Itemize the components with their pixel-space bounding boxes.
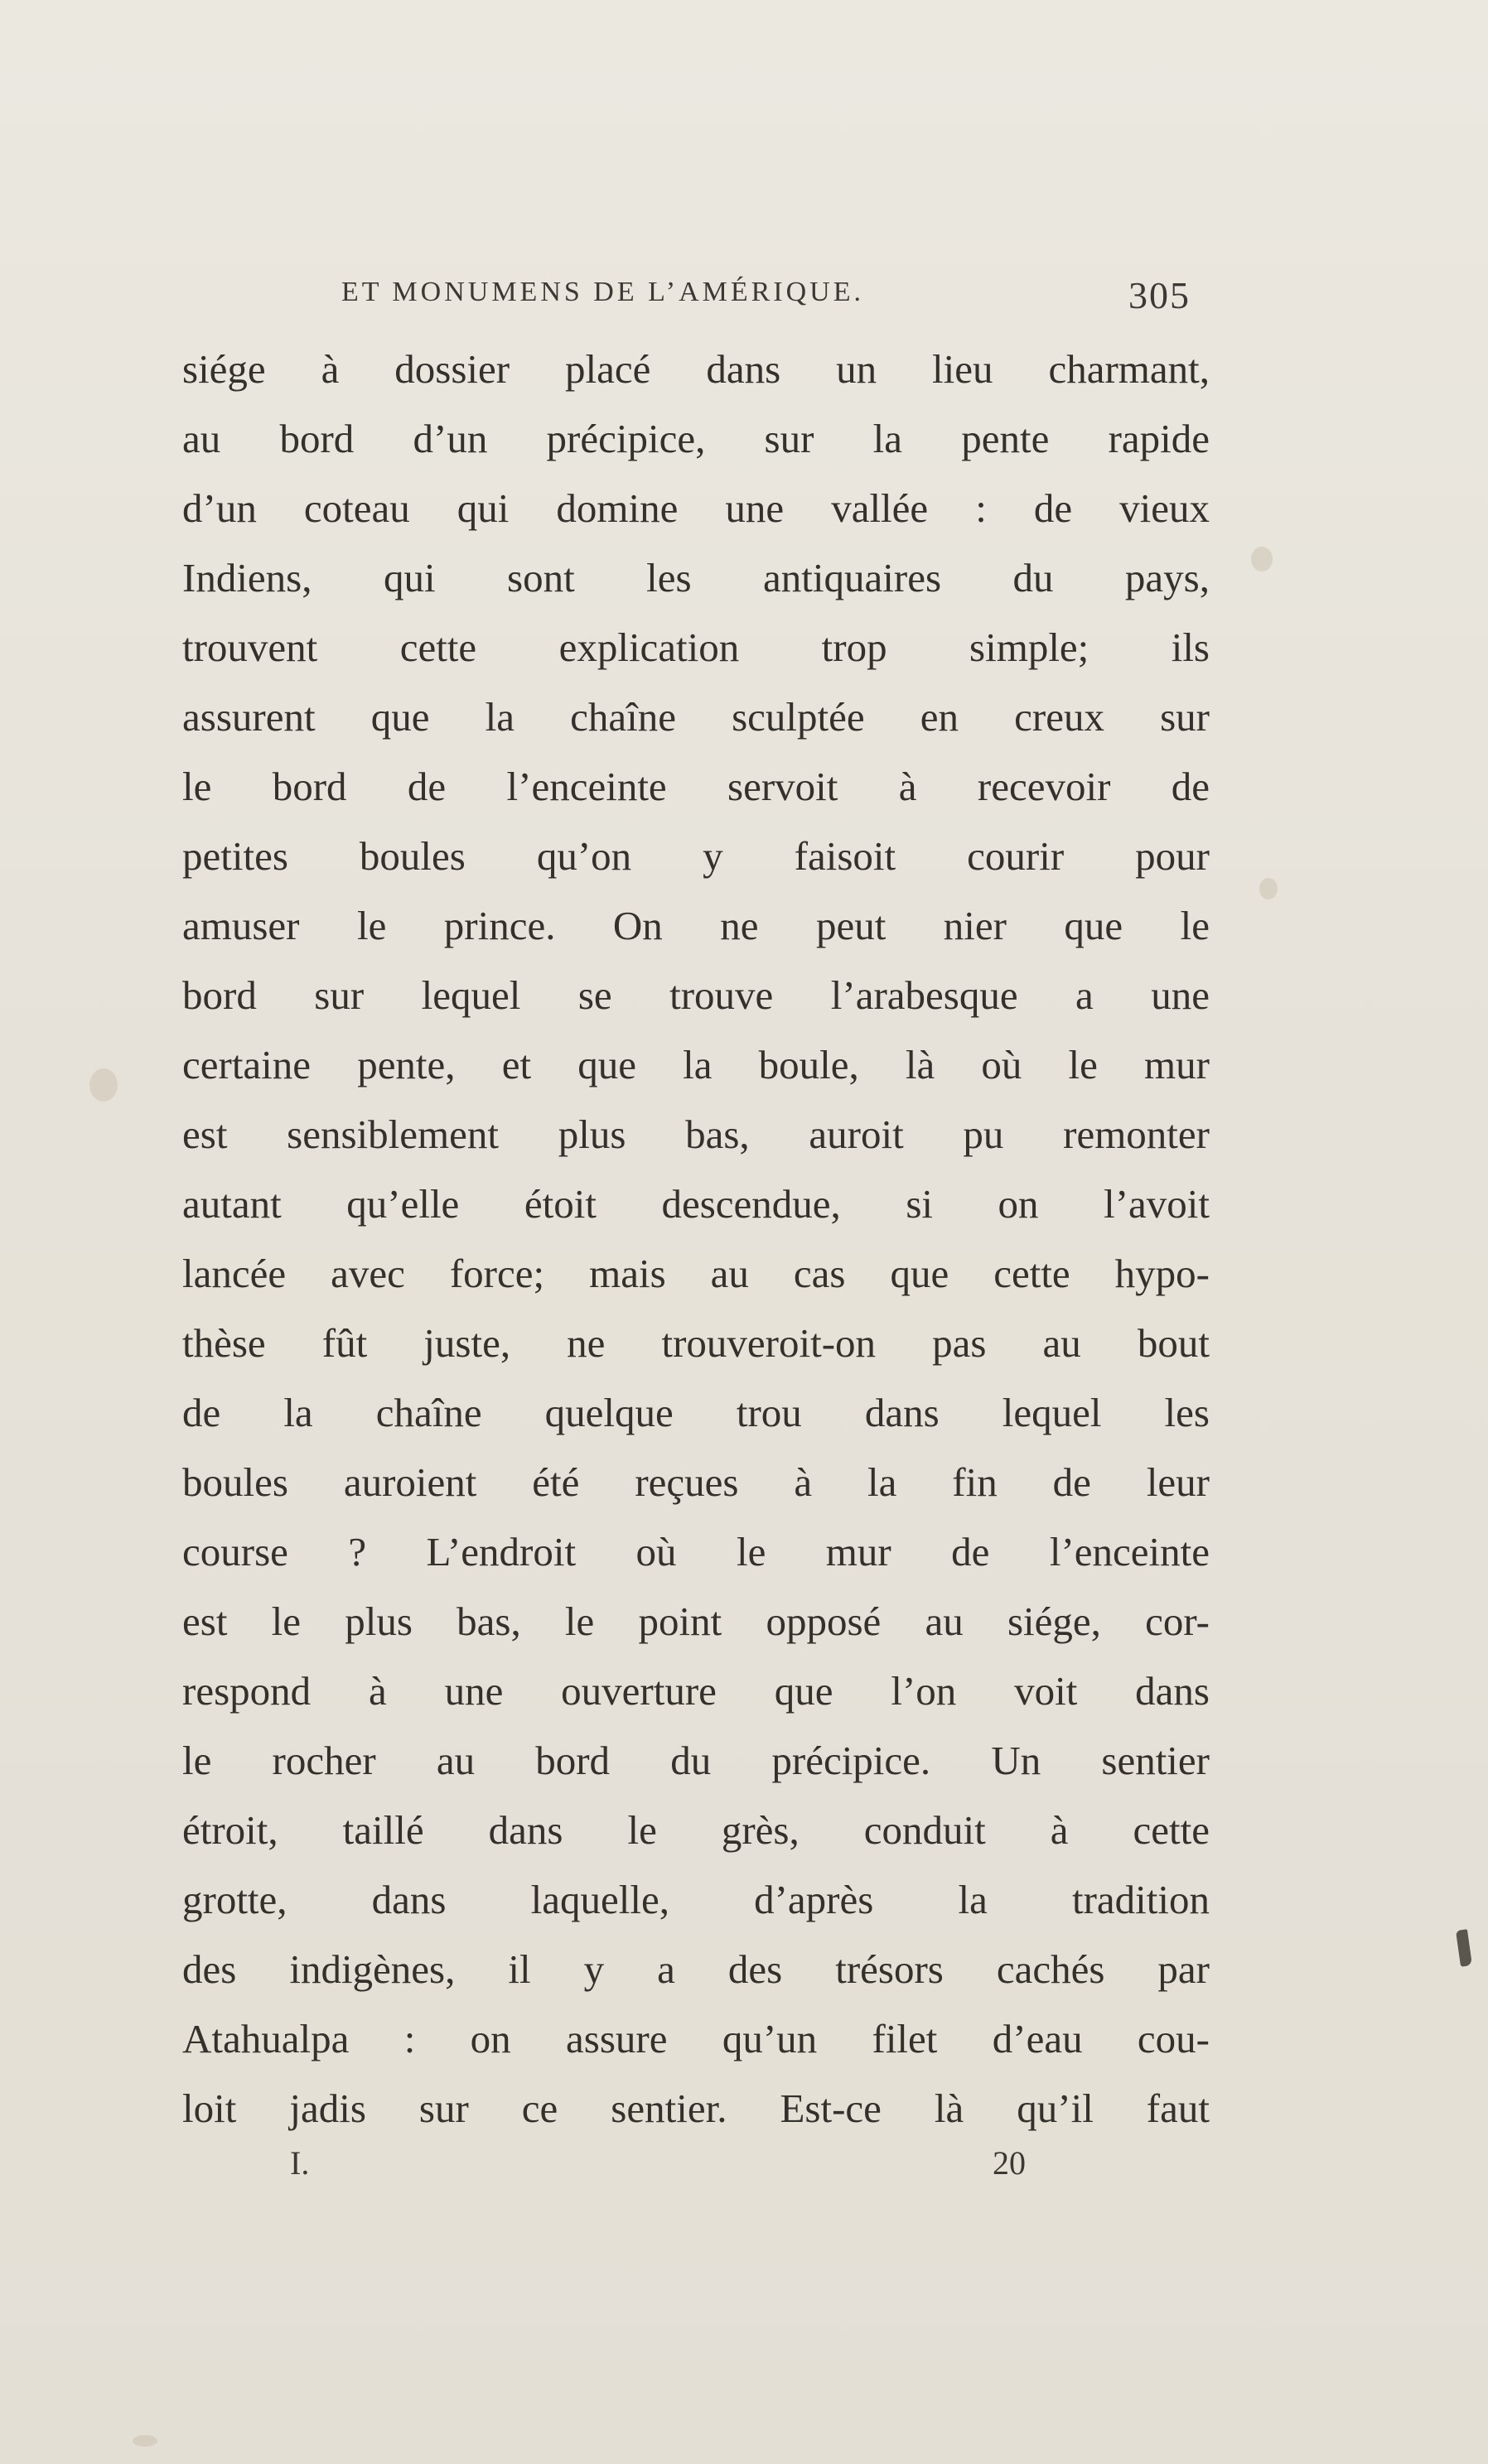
paper-stain (133, 2435, 157, 2447)
ink-mark (1456, 1929, 1472, 1967)
text-line: Indiens, qui sont les antiquaires du pays, (182, 555, 1210, 600)
text-line: le bord de l’enceinte servoit à recevoir de (182, 764, 1210, 809)
text-line: de la chaîne quelque trou dans lequel les (182, 1390, 1210, 1435)
text-line: petites boules qu’on y faisoit courir pour (182, 833, 1210, 879)
text-line: d’un coteau qui domine une vallée : de vieux (182, 485, 1210, 531)
text-line: au bord d’un précipice, sur la pente rapide (182, 416, 1210, 461)
signature-mark: 20 (993, 2144, 1026, 2182)
page-header (341, 273, 1253, 323)
paper-stain (89, 1068, 118, 1102)
text-line: autant qu’elle étoit descendue, si on l’avoit (182, 1181, 1210, 1227)
text-line: étroit, taillé dans le grès, conduit à cette (182, 1807, 1210, 1853)
paper-stain (1259, 878, 1278, 899)
running-head: ET MONUMENS DE L’AMÉRIQUE. (341, 277, 864, 307)
text-line: lancée avec force; mais au cas que cette hypo- (182, 1251, 1210, 1296)
body-text (182, 335, 1210, 2143)
text-line: Atahualpa : on assure qu’un filet d’eau cou- (182, 2016, 1210, 2061)
text-line: boules auroient été reçues à la fin de leur (182, 1459, 1210, 1505)
text-line: des indigènes, il y a des trésors cachés par (182, 1946, 1210, 1992)
volume-number: I. (290, 2144, 310, 2182)
text-line: amuser le prince. On ne peut nier que le (182, 903, 1210, 948)
text-line: loit jadis sur ce sentier. Est-ce là qu’il faut (182, 2085, 1210, 2131)
text-line: siége à dossier placé dans un lieu charmant, (182, 346, 1210, 392)
text-line: certaine pente, et que la boule, là où le mur (182, 1042, 1210, 1087)
text-line: assurent que la chaîne sculptée en creux sur (182, 694, 1210, 740)
text-line: trouvent cette explication trop simple; ils (182, 624, 1210, 670)
text-line: est le plus bas, le point opposé au siége, cor- (182, 1598, 1210, 1644)
text-line: bord sur lequel se trouve l’arabesque a une (182, 972, 1210, 1018)
text-line: le rocher au bord du précipice. Un sentier (182, 1738, 1210, 1783)
text-line: thèse fût juste, ne trouveroit-on pas au bout (182, 1320, 1210, 1366)
page-number: 305 (1128, 274, 1191, 316)
text-line: course ? L’endroit où le mur de l’enceinte (182, 1529, 1210, 1574)
text-line: respond à une ouverture que l’on voit dans (182, 1668, 1210, 1714)
page-footer (290, 2143, 1118, 2193)
text-line: est sensiblement plus bas, auroit pu remonter (182, 1111, 1210, 1157)
paper-stain (1251, 547, 1273, 571)
text-line: grotte, dans laquelle, d’après la tradition (182, 1877, 1210, 1922)
